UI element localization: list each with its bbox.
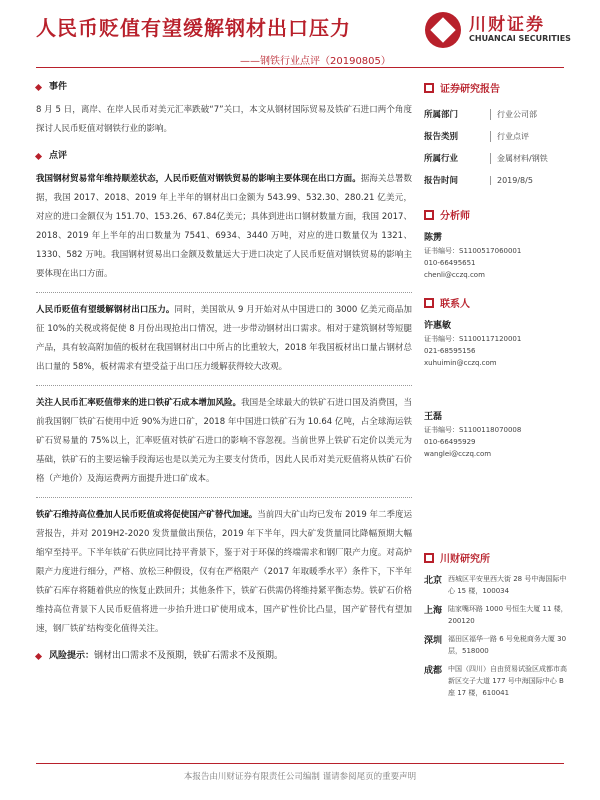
- paragraph-2: 人民币贬值有望缓解钢材出口压力。同时，美国欲从 9 月开始对从中国进口的 3000 亿美元商品加征 10%的关税或将促使 8 月份出现抢出口情况，进一步带动钢材出口需求。相对于建筑钢材等短腿产品，具有较高附加值的板材在我国钢材出口中所占的比重较大，2018 年我国板材出口量占钢材总出口量的 58%，板材需求有望受益于出口压力缓解获得较大改观。: [36, 305, 412, 372]
- divider: [36, 292, 412, 293]
- analyst-heading: 分析师: [424, 207, 574, 222]
- contact-phone: 010-66495929: [424, 438, 476, 446]
- analyst-cert: 证书编号：S1100517060001: [424, 247, 522, 255]
- comment-heading: 点评: [36, 147, 412, 166]
- diamond-icon: [35, 153, 42, 160]
- contact-cert: 证书编号：S1100117120001: [424, 335, 522, 343]
- diamond-icon: [35, 653, 42, 660]
- info-row: 报告类别 行业点评: [424, 131, 529, 142]
- company-logo: [425, 10, 575, 50]
- logo-cn-text: 川财证券: [469, 15, 545, 35]
- logo-en-text: CHUANCAI SECURITIES: [469, 34, 571, 43]
- divider: [36, 497, 412, 498]
- contact-phone: 021-68595156: [424, 347, 476, 355]
- footer-rule: [36, 763, 564, 764]
- contact-email[interactable]: xuhuimin@cczq.com: [424, 359, 497, 367]
- info-row: 报告时间 2019/8/5: [424, 175, 533, 186]
- analyst-phone: 010-66495651: [424, 259, 476, 267]
- contact-cert: 证书编号：S1100118070008: [424, 426, 522, 434]
- contact-name: 王磊: [424, 412, 443, 422]
- diamond-icon: [35, 84, 42, 91]
- footer-disclaimer: 本报告由川财证券有限责任公司编制 谨请参阅尾页的重要声明: [183, 772, 417, 782]
- contact-name: 许惠敏: [424, 321, 452, 331]
- square-icon: [424, 298, 434, 308]
- report-subtitle: ——钢铁行业点评（20190805）: [240, 56, 391, 67]
- report-heading: 证券研究报告: [424, 80, 574, 95]
- square-icon: [424, 83, 434, 93]
- event-heading: 事件: [36, 78, 412, 97]
- paragraph-1: 我国钢材贸易常年维持顺差状态，人民币贬值对钢铁贸易的影响主要体现在出口方面。据海关总署数据，我国 2017、2018、2019 年上半年的钢材出口金额为 543.99、532.30、280.21 亿美元，对应的进口金额仅为 151.70、153.26、67.84亿美元；具体到进出口钢材数量方面，我国 2017、2018、2019 年上半年的出口数量为 7541、6934、3440 万吨，对应的进口数量仅为 1321、1330、582 万吨。我国钢材贸易出口金额及数量远大于进口决定了人民币贬值对钢铁贸易的影响主要体现在出口方面。: [36, 174, 412, 279]
- sidebar: [424, 80, 574, 705]
- analyst-email[interactable]: chenli@cczq.com: [424, 271, 485, 279]
- contact-heading: 联系人: [424, 295, 574, 310]
- page-title: 人民币贬值有望缓解钢材出口压力: [36, 16, 351, 40]
- square-icon: [424, 553, 434, 563]
- contact-email[interactable]: wanglei@cczq.com: [424, 450, 492, 458]
- info-row: 所属部门 行业公司部: [424, 109, 537, 120]
- risk-line: 风险提示： 钢材出口需求不及预期，铁矿石需求不及预期。: [36, 647, 412, 666]
- square-icon: [424, 210, 434, 220]
- event-paragraph: 8 月 5 日，离岸、在岸人民币对美元汇率跌破“7”关口，本文从钢材国际贸易及铁矿石进口两个角度探讨人民币贬值对钢铁行业的影响。: [36, 105, 412, 134]
- address-row: 上海 陆家嘴环路 1000 号恒生大厦 11 楼，200120: [424, 605, 568, 625]
- institute-heading: 川财研究所: [424, 550, 574, 565]
- paragraph-3: 关注人民币汇率贬值带来的进口铁矿石成本增加风险。我国是全球最大的铁矿石进口国及消费国，当前我国钢厂铁矿石使用中近 90%为进口矿，2018 年中国进口铁矿石为 10.64 亿吨，占全球海运铁矿石贸易量的 75%以上，汇率贬值对铁矿石进口的影响不容忽视。当前世界上铁矿石定价以美元为基础，铁矿石的主要运输手段海运也是以美元为主要支付货币，因此人民币对美元贬值将从铁矿石价格（产地价）及海运费两方面提升进口矿成本。: [36, 398, 412, 484]
- header-rule: [36, 67, 564, 68]
- divider: [36, 385, 412, 386]
- address-row: 北京 西城区平安里西大街 28 号中海国际中心 15 楼，100034: [424, 575, 567, 595]
- address-row: 成都 中国（四川）自由贸易试验区成都市高新区交子大道 177 号中海国际中心 B 座 17 楼，610041: [424, 665, 567, 697]
- address-row: 深圳 福田区福华一路 6 号免税商务大厦 30 层，518000: [424, 635, 567, 655]
- info-row: 所属行业 金属材料/钢铁: [424, 153, 548, 164]
- logo-mark-icon: [425, 12, 461, 48]
- main-content: [36, 76, 412, 670]
- paragraph-4: 铁矿石维持高位叠加人民币贬值或将促使国产矿替代加速。当前四大矿山均已发布 2019 年二季度运营报告，并对 2019H2-2020 发货量做出预估，2019 年下半年，四大矿发货量同比降幅预期大幅缩窄至持平。下半年铁矿石供应同比持平背景下，鉴于对于环保的终端需求和钢厂限产力度。对高炉限产力度进行细分，严格、放松三种假设，仅有在严格限产（2017 年取暖季水平）条件下，下半年铁矿石库存将随着供应的恢复止跌回升；其他条件下，铁矿石供需仍将维持紧平衡态势。铁矿石价格维持高位背景下人民币贬值将进一步抬升进口矿使用成本，国产矿性价比凸显，国产矿替代有望加速，钢厂铁矿结构变化值得关注。: [36, 510, 412, 634]
- analyst-name: 陈雳: [424, 233, 443, 243]
